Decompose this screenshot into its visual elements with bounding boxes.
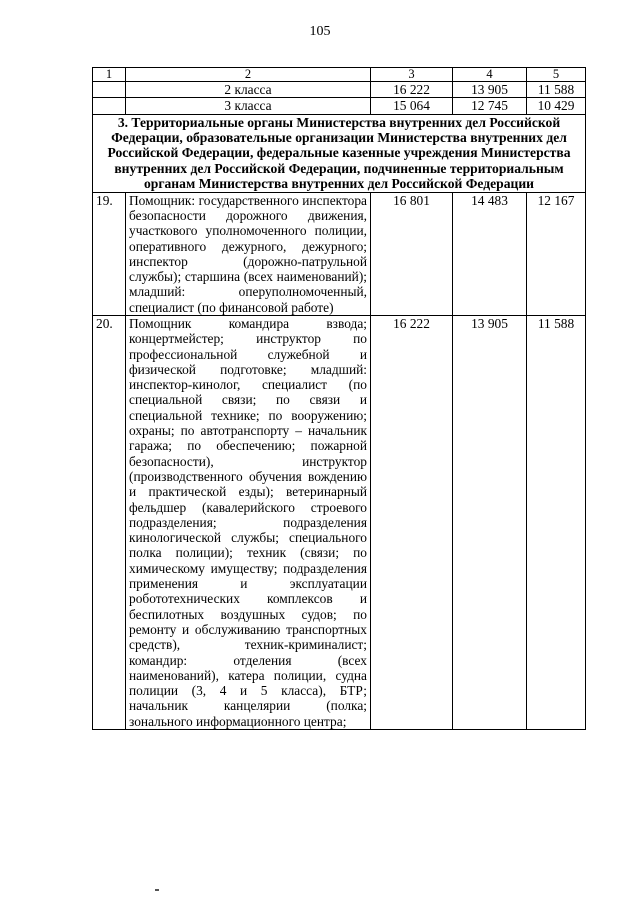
row-index: 19.	[93, 192, 126, 315]
value-col4: 12 745	[453, 98, 527, 114]
table-header-row	[93, 68, 586, 82]
class-label: 2 класса	[126, 82, 371, 98]
value-col5: 11 588	[527, 82, 586, 98]
empty-index-cell	[93, 98, 126, 114]
row-index: 20.	[93, 316, 126, 730]
table-row	[93, 82, 586, 98]
position-description: Помощник: государственного инспектора безопасности дорожного движения, участкового уполномоченного полиции, оперативного дежурного, дежурного; инспектор (дорожно-патрульной службы); старшина (всех наименований); младший: оперуполномоченный, специалист (по финансовой работе)	[126, 192, 371, 315]
position-description: Помощник командира взвода; концертмейстер; инструктор по профессиональной служебной и физической подготовке; младший: инспектор-кинолог, специалист (по специальной связи; по связи и специальной технике; по вооружению; охраны; по автотранспорту – начальник гаража; по обеспечению; пожарной безопасности), инструктор (производственного обучения вождению и практической езды); ветеринарный фельдшер (кавалерийского строевого подразделения; подразделения кинологической службы; специального полка полиции); техник (связи; по химическому имуществу; подразделения применения и эксплуатации робототехнических комплексов и беспилотных воздушных судов; по ремонту и обслуживанию транспортных средств), техник-криминалист; командир: отделения (всех наименований), катера полиции, судна полиции (3, 4 и 5 класса), БТР; начальник канцелярии (полка; зонального информационного центра;	[126, 316, 371, 730]
value-col5: 10 429	[527, 98, 586, 114]
table-row	[93, 98, 586, 114]
header-cell-1: 1	[93, 68, 126, 82]
table-row	[93, 192, 586, 315]
section-title: 3. Территориальные органы Министерства внутренних дел Российской Федерации, образовательные организации Министерства внутренних дел Российской Федерации, федеральные казенные учреждения Министерства внутренних дел Российской Федерации, подчиненные территориальным органам Министерства внутренних дел Российской Федерации	[93, 114, 586, 192]
value-col3: 16 222	[371, 82, 453, 98]
value-col5: 11 588	[527, 316, 586, 730]
value-col3: 15 064	[371, 98, 453, 114]
class-label: 3 класса	[126, 98, 371, 114]
value-col4: 14 483	[453, 192, 527, 315]
empty-index-cell	[93, 82, 126, 98]
header-cell-4: 4	[453, 68, 527, 82]
table-row	[93, 316, 586, 730]
scan-speck	[155, 889, 159, 891]
value-col3: 16 801	[371, 192, 453, 315]
value-col5: 12 167	[527, 192, 586, 315]
header-cell-5: 5	[527, 68, 586, 82]
page-number: 105	[309, 24, 331, 39]
section-row	[93, 114, 586, 192]
header-cell-2: 2	[126, 68, 371, 82]
value-col3: 16 222	[371, 316, 453, 730]
salary-table	[92, 67, 586, 730]
value-col4: 13 905	[453, 316, 527, 730]
header-cell-3: 3	[371, 68, 453, 82]
value-col4: 13 905	[453, 82, 527, 98]
